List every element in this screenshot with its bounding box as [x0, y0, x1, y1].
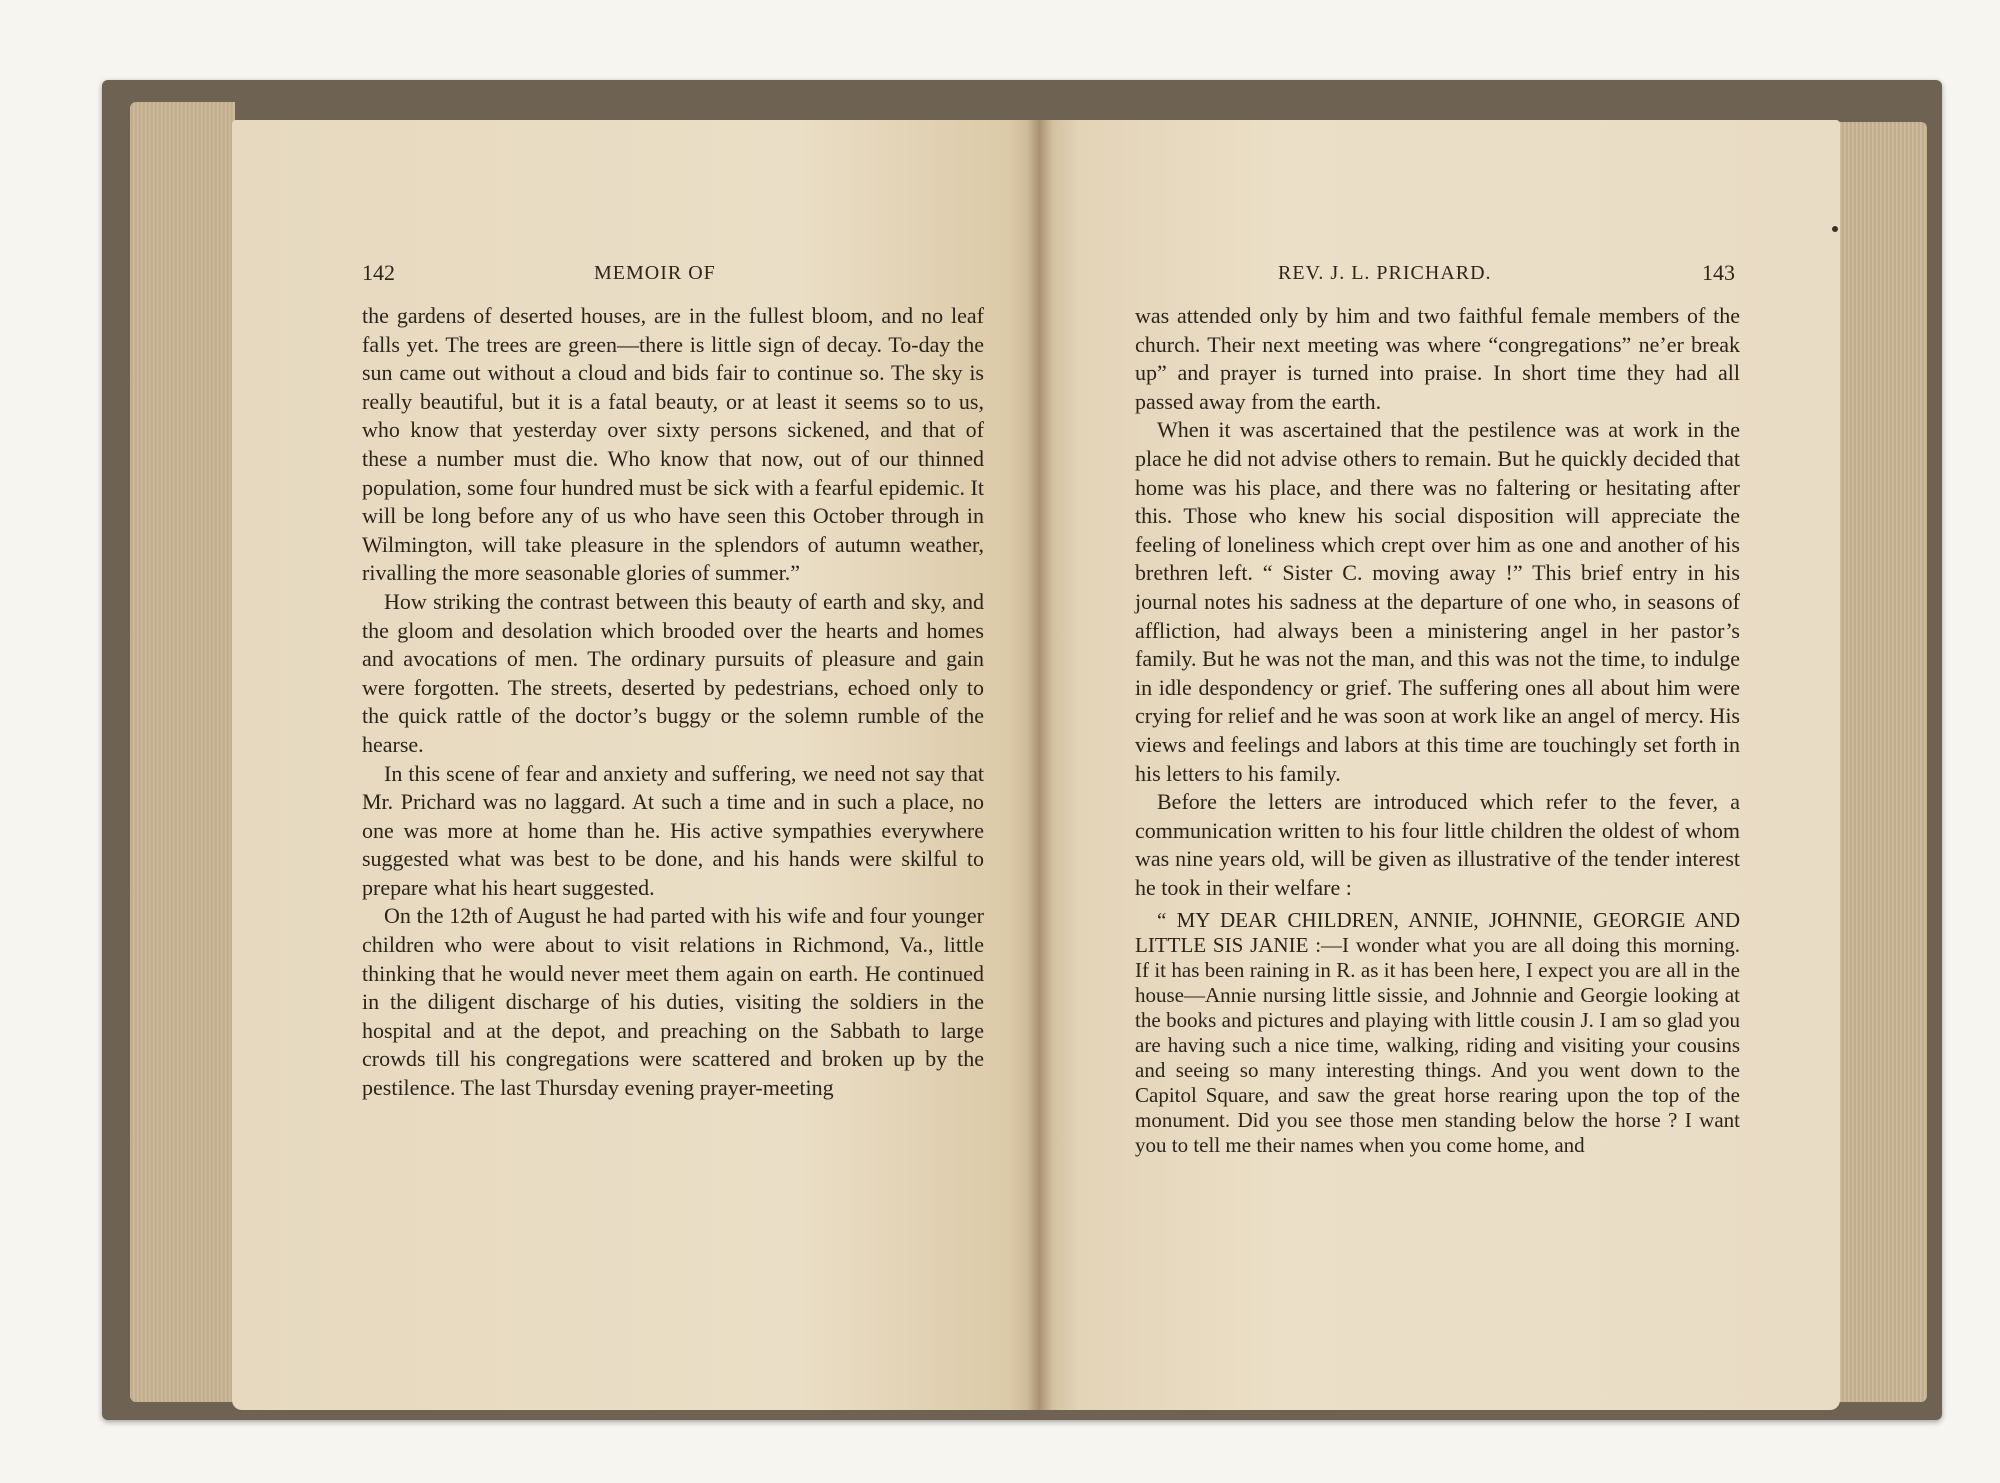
right-running-head: REV. J. L. PRICHARD.: [1278, 262, 1492, 284]
letter-text: “ MY DEAR CHILDREN, ANNIE, JOHNNIE, GEORGIE AND LITTLE SIS JANIE :—I wonder what you are all doing this morning. If it has been raining in R. as it has been here, I expect you are all in the house—Annie nursing little sissie, and Johnnie and Georgie looking at the books and pictures and playing with little cousin J. I am so glad you are having such a nice time, walking, riding and visiting your cousins and seeing so many interesting things. And you went down to the Capitol Square, and saw the great horse rearing upon the top of the monument. Did you see those men standing below the horse ? I want you to tell me their names when you come home, and: [1135, 908, 1740, 1158]
left-page-text: [362, 302, 984, 1103]
left-paragraph-2: How striking the contrast between this beauty of earth and sky, and the gloom and desolation which brooded over the hearts and homes and avocations of men. The ordinary pursuits of pleasure and gain were forgotten. The streets, deserted by pedestrians, echoed only to the quick rattle of the doctor’s buggy or the solemn rumble of the hearse.: [362, 588, 984, 757]
left-paragraph-1: the gardens of deserted houses, are in the fullest bloom, and no leaf falls yet. The trees are green—there is little sign of decay. To-day the sun came out without a cloud and bids fair to continue so. The sky is really beautiful, but it is a fatal beauty, or at least it seems so to us, who know that yesterday over sixty persons sickened, and that of these a number must die. Who know that now, out of our thinned population, some four hundred must be sick with a fearful epidemic. It will be long before any of us who have seen this October through in Wilmington, will take pleasure in the splendors of autumn weather, rivalling the more seasonable glories of summer.”: [362, 303, 984, 586]
spine-gutter: [1027, 120, 1053, 1410]
left-page-number: 142: [362, 260, 395, 285]
right-page: [1040, 120, 1840, 1410]
right-paragraph-3: Before the letters are introduced which refer to the fever, a communication written to his four little children the oldest of whom was nine years old, will be given as illustrative of the tender interest he took in their welfare :: [1135, 789, 1740, 900]
ink-speck: [1832, 226, 1838, 232]
left-page-edges: [130, 102, 235, 1402]
open-book: [102, 80, 1942, 1420]
left-running-head: MEMOIR OF: [594, 262, 716, 284]
left-paragraph-4: On the 12th of August he had parted with his wife and four younger children who were about to visit relations in Richmond, Va., little thinking that he would never meet them again on earth. He continued in the diligent discharge of his duties, visiting the soldiers in the hospital and at the depot, and preaching on the Sabbath to large crowds till his congregations were scattered and broken up by the pestilence. The last Thursday evening prayer-meeting: [362, 903, 984, 1101]
left-paragraph-3: In this scene of fear and anxiety and suffering, we need not say that Mr. Prichard was no laggard. At such a time and in such a place, no one was more at home than he. His active sympathies everywhere suggested what was best to be done, and his hands were skilful to prepare what his heart suggested.: [362, 760, 984, 900]
right-paragraph-2: When it was ascertained that the pestilence was at work in the place he did not advise others to remain. But he quickly decided that home was his place, and there was no faltering or hesitating after this. Those who knew his social disposition will appreciate the feeling of loneliness which crept over him as one and another of his brethren left. “ Sister C. moving away !” This brief entry in his journal notes his sadness at the departure of one who, in seasons of affliction, had always been a ministering angel in her pastor’s family. But he was not the man, and this was not the time, to indulge in idle despondency or grief. The suffering ones all about him were crying for relief and he was soon at work like an angel of mercy. His views and feelings and labors at this time are touchingly set forth in his letters to his family.: [1135, 417, 1740, 786]
right-page-edges: [1837, 122, 1927, 1402]
right-page-text: [1135, 302, 1740, 1158]
left-page: [232, 120, 1040, 1410]
right-paragraph-1: was attended only by him and two faithful female members of the church. Their next meeting was where “congregations” ne’er break up” and prayer is turned into praise. In short time they had all passed away from the earth.: [1135, 303, 1740, 414]
right-page-number: 143: [1702, 260, 1735, 285]
